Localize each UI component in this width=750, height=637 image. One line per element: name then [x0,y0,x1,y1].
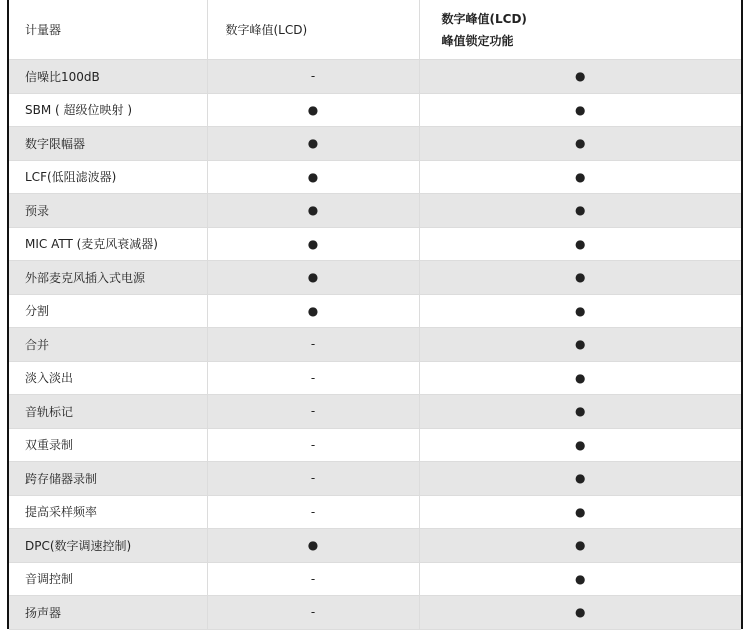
digital-peak-cell: - [207,395,419,429]
feature-cell: 信噪比100dB [9,60,207,94]
digital-peak-hold-cell: ● [419,562,741,596]
digital-peak-hold-cell: ● [419,361,741,395]
feature-cell: MIC ATT (麦克风衰减器) [9,227,207,261]
table-row [9,261,741,295]
digital-peak-cell: - [207,328,419,362]
digital-peak-hold-cell: ● [419,428,741,462]
table-header-row [9,0,741,60]
header-feature: 计量器 [9,0,207,60]
comparison-table-frame [7,0,743,629]
feature-cell: 扬声器 [9,596,207,630]
digital-peak-cell: ● [207,261,419,295]
table-row [9,127,741,161]
table-row [9,495,741,529]
feature-cell: 跨存储器录制 [9,462,207,496]
table-row [9,395,741,429]
table-row [9,529,741,563]
header-digital-peak: 数字峰值(LCD) [207,0,419,60]
digital-peak-cell: ● [207,160,419,194]
digital-peak-cell: ● [207,529,419,563]
table-row [9,60,741,94]
digital-peak-hold-cell: ● [419,93,741,127]
digital-peak-hold-cell: ● [419,328,741,362]
digital-peak-cell: ● [207,227,419,261]
table-row [9,294,741,328]
digital-peak-hold-cell: ● [419,294,741,328]
feature-cell: 淡入淡出 [9,361,207,395]
digital-peak-cell: - [207,428,419,462]
table-row [9,328,741,362]
digital-peak-hold-cell: ● [419,261,741,295]
digital-peak-cell: ● [207,194,419,228]
table-row [9,361,741,395]
digital-peak-cell: - [207,60,419,94]
digital-peak-hold-cell: ● [419,462,741,496]
digital-peak-hold-cell: ● [419,127,741,161]
feature-cell: 分割 [9,294,207,328]
feature-cell: 双重录制 [9,428,207,462]
table-row [9,562,741,596]
digital-peak-hold-cell: ● [419,160,741,194]
feature-cell: LCF(低阻滤波器) [9,160,207,194]
table-row [9,596,741,630]
digital-peak-hold-cell: ● [419,227,741,261]
header-digital-peak-hold-line1: 数字峰值(LCD) [441,11,527,26]
feature-cell: DPC(数字调速控制) [9,529,207,563]
feature-cell: 外部麦克风插入式电源 [9,261,207,295]
digital-peak-cell: ● [207,294,419,328]
digital-peak-cell: - [207,462,419,496]
feature-cell: 音调控制 [9,562,207,596]
feature-cell: 合并 [9,328,207,362]
feature-cell: 数字限幅器 [9,127,207,161]
digital-peak-hold-cell: ● [419,529,741,563]
digital-peak-hold-cell: ● [419,495,741,529]
table-row [9,194,741,228]
feature-cell: SBM ( 超级位映射 ) [9,93,207,127]
digital-peak-hold-cell: ● [419,596,741,630]
digital-peak-cell: - [207,562,419,596]
feature-cell: 预录 [9,194,207,228]
header-digital-peak-hold [419,0,741,60]
digital-peak-hold-cell: ● [419,395,741,429]
feature-cell: 提高采样频率 [9,495,207,529]
digital-peak-hold-cell: ● [419,194,741,228]
comparison-table [9,0,741,630]
digital-peak-cell: - [207,596,419,630]
table-row [9,462,741,496]
digital-peak-cell: ● [207,93,419,127]
table-row [9,160,741,194]
digital-peak-hold-cell: ● [419,60,741,94]
digital-peak-cell: - [207,361,419,395]
feature-cell: 音轨标记 [9,395,207,429]
header-digital-peak-hold-line2: 峰值锁定功能 [441,33,514,48]
table-row [9,227,741,261]
digital-peak-cell: - [207,495,419,529]
table-row [9,428,741,462]
table-row [9,93,741,127]
digital-peak-cell: ● [207,127,419,161]
